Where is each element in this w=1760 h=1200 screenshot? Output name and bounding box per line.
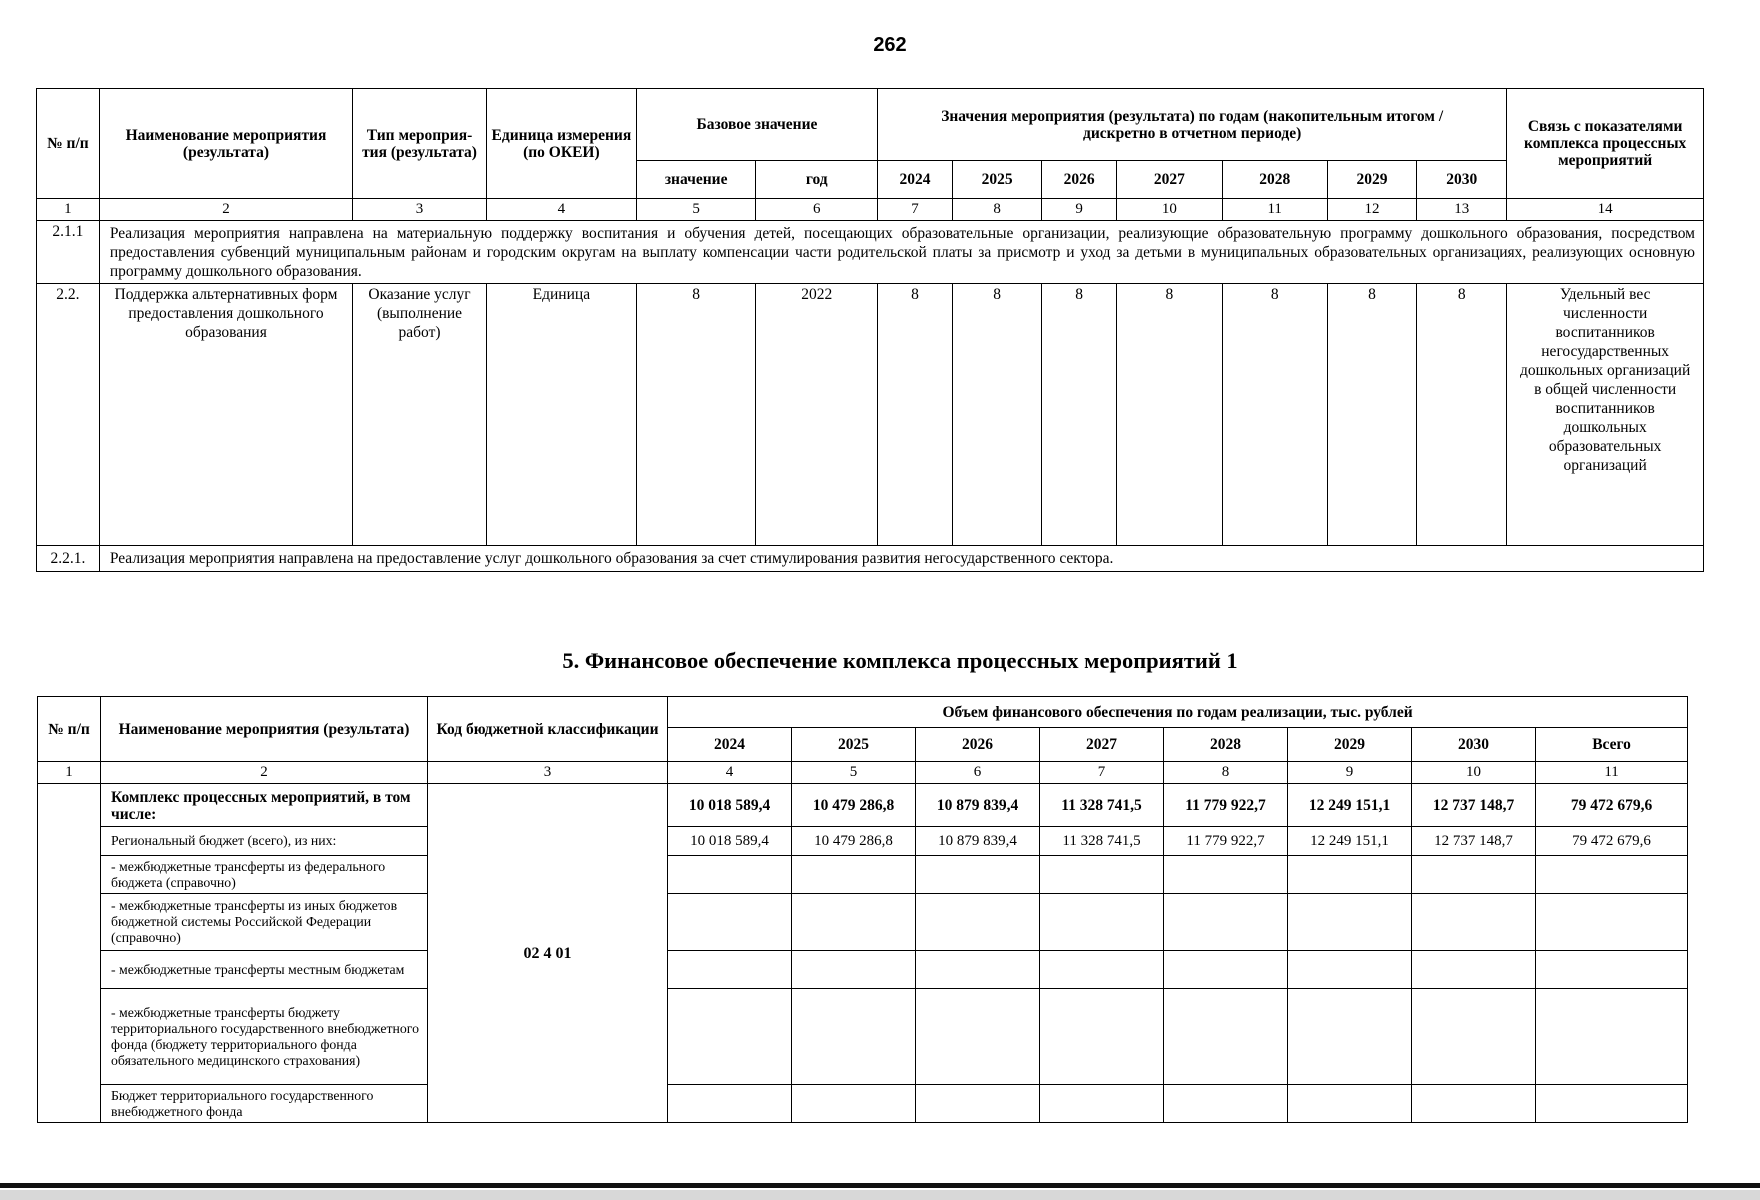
year-value: 8 bbox=[1327, 284, 1416, 546]
amount-cell bbox=[668, 951, 792, 989]
table-row bbox=[37, 284, 1704, 546]
amount-cell bbox=[1040, 856, 1164, 894]
header-year: 2024 bbox=[878, 161, 953, 199]
budget-code: 02 4 01 bbox=[428, 784, 668, 1123]
amount-cell bbox=[1040, 989, 1164, 1085]
page-number: 262 bbox=[873, 34, 907, 56]
amount-cell bbox=[1288, 989, 1412, 1085]
table-row bbox=[38, 827, 1688, 856]
page-bottom-rule bbox=[0, 1183, 1760, 1188]
amount-cell: 10 479 286,8 bbox=[792, 784, 916, 827]
table-row bbox=[37, 546, 1704, 572]
column-number: 11 bbox=[1536, 762, 1688, 784]
table-row bbox=[38, 856, 1688, 894]
column-number: 14 bbox=[1507, 199, 1704, 221]
column-number: 7 bbox=[1040, 762, 1164, 784]
amount-cell bbox=[916, 951, 1040, 989]
amount-cell bbox=[1288, 894, 1412, 951]
table-row bbox=[38, 989, 1688, 1085]
base-year: 2022 bbox=[756, 284, 878, 546]
row-label: Бюджет территориального государственного внебюджетного фонда bbox=[101, 1085, 428, 1123]
header-volume: Объем финансового обеспечения по годам реализации, тыс. рублей bbox=[668, 697, 1688, 728]
year-value: 8 bbox=[878, 284, 953, 546]
column-number: 1 bbox=[37, 199, 100, 221]
amount-cell bbox=[668, 856, 792, 894]
amount-cell bbox=[1536, 894, 1688, 951]
amount-cell bbox=[1040, 1085, 1164, 1123]
column-number: 9 bbox=[1042, 199, 1117, 221]
table-row bbox=[38, 894, 1688, 951]
amount-cell: 11 779 922,7 bbox=[1164, 784, 1288, 827]
amount-cell bbox=[916, 856, 1040, 894]
column-number: 2 bbox=[99, 199, 352, 221]
header-year: 2029 bbox=[1327, 161, 1416, 199]
amount-cell bbox=[668, 989, 792, 1085]
amount-cell bbox=[792, 989, 916, 1085]
amount-cell bbox=[1164, 856, 1288, 894]
column-numbers-row bbox=[37, 199, 1704, 221]
row-description: Реализация мероприятия направлена на материальную поддержку воспитания и обучения детей, посещающих образовательные организации, реализующие образовательную программу дошкольного образования, посредством предоставления субвенций муниципальным районам и городским округам на выплату компенсации части родительской платы за присмотр и уход за детьми в муниципальных образовательных организациях, реализующих основную программу дошкольного образования. bbox=[99, 221, 1703, 284]
amount-cell bbox=[1164, 1085, 1288, 1123]
amount-cell: 10 879 839,4 bbox=[916, 784, 1040, 827]
header-year: 2029 bbox=[1288, 728, 1412, 762]
amount-cell: 11 328 741,5 bbox=[1040, 827, 1164, 856]
column-numbers-row bbox=[38, 762, 1688, 784]
amount-cell bbox=[1288, 951, 1412, 989]
header-year: 2026 bbox=[916, 728, 1040, 762]
column-number: 11 bbox=[1222, 199, 1327, 221]
amount-cell bbox=[1164, 894, 1288, 951]
column-number: 2 bbox=[101, 762, 428, 784]
column-number: 6 bbox=[916, 762, 1040, 784]
header-year: 2030 bbox=[1412, 728, 1536, 762]
indicator-link: Удельный вес численности воспитанников негосударственных дошкольных организаций в общей численности воспитанников дошкольных образовательных организаций bbox=[1507, 284, 1704, 546]
amount-cell bbox=[1040, 951, 1164, 989]
amount-cell: 12 737 148,7 bbox=[1412, 784, 1536, 827]
header-code: Код бюджетной классификации bbox=[428, 697, 668, 762]
row-description: Реализация мероприятия направлена на предоставление услуг дошкольного образования за счет стимулирования развития негосударственного сектора. bbox=[99, 546, 1703, 572]
header-type: Тип мероприя-тия (результата) bbox=[353, 89, 487, 199]
column-number: 9 bbox=[1288, 762, 1412, 784]
amount-cell bbox=[1040, 894, 1164, 951]
amount-cell: 11 328 741,5 bbox=[1040, 784, 1164, 827]
table-row bbox=[37, 221, 1704, 284]
amount-cell bbox=[792, 1085, 916, 1123]
row-label: - межбюджетные трансферты из федерального бюджета (справочно) bbox=[101, 856, 428, 894]
amount-cell bbox=[916, 989, 1040, 1085]
row-label: - межбюджетные трансферты местным бюджетам bbox=[101, 951, 428, 989]
amount-cell bbox=[1164, 989, 1288, 1085]
amount-cell: 10 879 839,4 bbox=[916, 827, 1040, 856]
header-year: 2024 bbox=[668, 728, 792, 762]
amount-cell bbox=[1536, 856, 1688, 894]
year-value: 8 bbox=[1417, 284, 1507, 546]
amount-cell: 12 249 151,1 bbox=[1288, 827, 1412, 856]
amount-cell bbox=[1288, 1085, 1412, 1123]
base-value: 8 bbox=[636, 284, 756, 546]
amount-cell bbox=[1412, 989, 1536, 1085]
column-number: 10 bbox=[1117, 199, 1222, 221]
row-number: 2.2. bbox=[37, 284, 100, 546]
amount-cell bbox=[792, 856, 916, 894]
year-value: 8 bbox=[1222, 284, 1327, 546]
amount-cell: 10 018 589,4 bbox=[668, 827, 792, 856]
row-number: 2.1.1 bbox=[37, 221, 100, 284]
header-year: 2030 bbox=[1417, 161, 1507, 199]
amount-cell: 12 737 148,7 bbox=[1412, 827, 1536, 856]
header-total: Всего bbox=[1536, 728, 1688, 762]
header-values-by-year: Значения мероприятия (результата) по годам (накопительным итогом / дискретно в отчетном периоде) bbox=[878, 89, 1507, 161]
header-year: 2027 bbox=[1040, 728, 1164, 762]
amount-cell: 79 472 679,6 bbox=[1536, 784, 1688, 827]
activity-type: Оказание услуг (выполнение работ) bbox=[353, 284, 487, 546]
column-number: 8 bbox=[953, 199, 1042, 221]
table-row bbox=[38, 784, 1688, 827]
column-number: 3 bbox=[353, 199, 487, 221]
amount-cell bbox=[792, 951, 916, 989]
activity-name: Поддержка альтернативных форм предоставления дошкольного образования bbox=[99, 284, 352, 546]
year-value: 8 bbox=[953, 284, 1042, 546]
column-number: 4 bbox=[668, 762, 792, 784]
header-year: 2025 bbox=[953, 161, 1042, 199]
column-number: 8 bbox=[1164, 762, 1288, 784]
activity-unit: Единица bbox=[486, 284, 636, 546]
activity-results-table bbox=[36, 88, 1704, 572]
header-base-year: год bbox=[756, 161, 878, 199]
column-number: 1 bbox=[38, 762, 101, 784]
column-number: 4 bbox=[486, 199, 636, 221]
amount-cell bbox=[668, 894, 792, 951]
amount-cell: 12 249 151,1 bbox=[1288, 784, 1412, 827]
amount-cell bbox=[1536, 1085, 1688, 1123]
column-number: 3 bbox=[428, 762, 668, 784]
column-number: 5 bbox=[792, 762, 916, 784]
header-link: Связь с показателями комплекса процессных мероприятий bbox=[1507, 89, 1704, 199]
header-base-value: значение bbox=[636, 161, 756, 199]
amount-cell: 11 779 922,7 bbox=[1164, 827, 1288, 856]
section-title: 5. Финансовое обеспечение комплекса процессных мероприятий 1 bbox=[562, 648, 1238, 673]
year-value: 8 bbox=[1117, 284, 1222, 546]
amount-cell bbox=[1412, 951, 1536, 989]
amount-cell: 10 479 286,8 bbox=[792, 827, 916, 856]
amount-cell: 10 018 589,4 bbox=[668, 784, 792, 827]
column-number: 6 bbox=[756, 199, 878, 221]
amount-cell bbox=[1412, 1085, 1536, 1123]
page-bottom-shadow bbox=[0, 1190, 1760, 1200]
row-label: - межбюджетные трансферты бюджету территориального государственного внебюджетного фонда (бюджету территориального фонда обязательного медицинского страхования) bbox=[101, 989, 428, 1085]
header-unit: Единица измерения (по ОКЕИ) bbox=[486, 89, 636, 199]
amount-cell bbox=[1412, 894, 1536, 951]
header-year: 2028 bbox=[1222, 161, 1327, 199]
row-label: Комплекс процессных мероприятий, в том числе: bbox=[101, 784, 428, 827]
column-number: 5 bbox=[636, 199, 756, 221]
amount-cell bbox=[1164, 951, 1288, 989]
header-year: 2026 bbox=[1042, 161, 1117, 199]
amount-cell bbox=[792, 894, 916, 951]
header-num: № п/п bbox=[37, 89, 100, 199]
header-num: № п/п bbox=[38, 697, 101, 762]
amount-cell bbox=[668, 1085, 792, 1123]
header-name: Наименование мероприятия (результата) bbox=[101, 697, 428, 762]
table-row bbox=[38, 951, 1688, 989]
row-label: Региональный бюджет (всего), из них: bbox=[101, 827, 428, 856]
column-number: 10 bbox=[1412, 762, 1536, 784]
column-number: 12 bbox=[1327, 199, 1416, 221]
amount-cell bbox=[1412, 856, 1536, 894]
amount-cell bbox=[1536, 951, 1688, 989]
header-year: 2028 bbox=[1164, 728, 1288, 762]
amount-cell bbox=[916, 1085, 1040, 1123]
amount-cell bbox=[916, 894, 1040, 951]
amount-cell bbox=[1536, 989, 1688, 1085]
header-year: 2027 bbox=[1117, 161, 1222, 199]
financing-table bbox=[37, 696, 1688, 1123]
column-number: 7 bbox=[878, 199, 953, 221]
amount-cell bbox=[1288, 856, 1412, 894]
header-year: 2025 bbox=[792, 728, 916, 762]
header-name: Наименование мероприятия (результата) bbox=[99, 89, 352, 199]
year-value: 8 bbox=[1042, 284, 1117, 546]
table-row bbox=[38, 1085, 1688, 1123]
column-number: 13 bbox=[1417, 199, 1507, 221]
amount-cell: 79 472 679,6 bbox=[1536, 827, 1688, 856]
header-base: Базовое значение bbox=[636, 89, 877, 161]
row-number: 2.2.1. bbox=[37, 546, 100, 572]
row-label: - межбюджетные трансферты из иных бюджетов бюджетной системы Российской Федерации (справочно) bbox=[101, 894, 428, 951]
row-number-empty bbox=[38, 784, 101, 1123]
